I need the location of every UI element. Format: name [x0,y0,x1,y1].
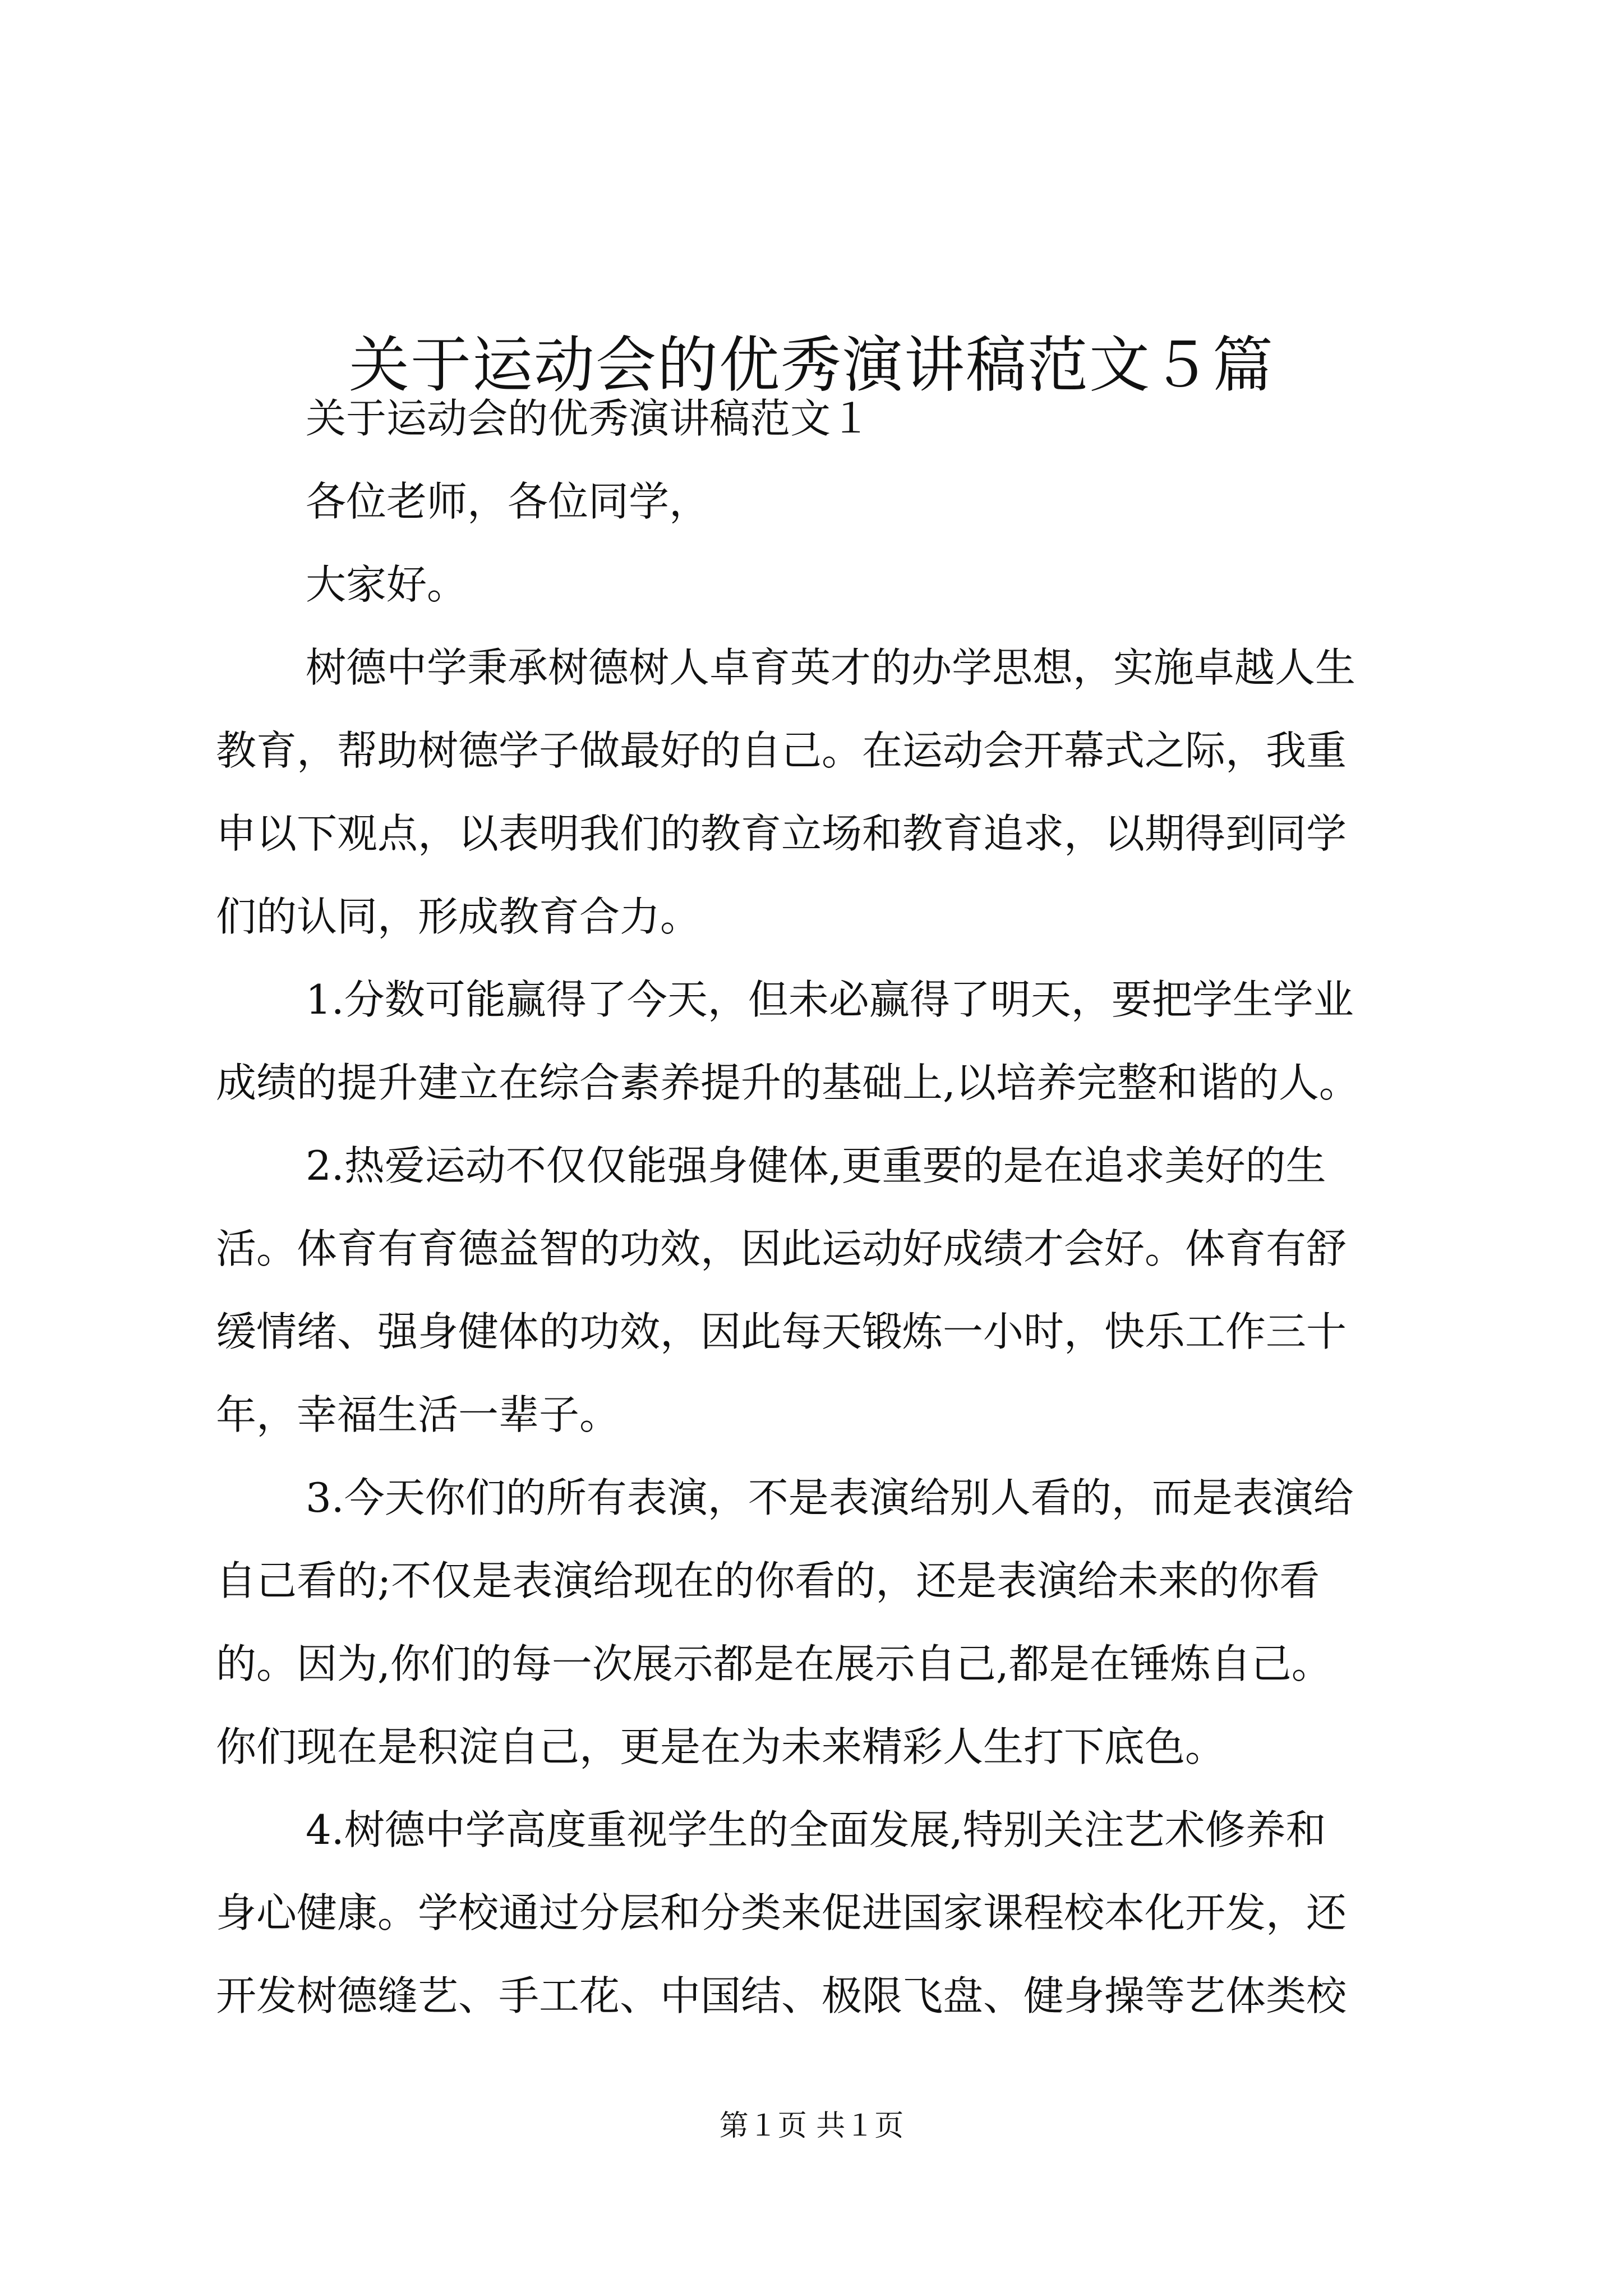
body-line: 各位老师，各位同学， [306,478,710,525]
body-line: 的。因为,你们的每一次展示都是在展示自己,都是在锤炼自己。 [216,1640,1332,1687]
body-line: 1.分数可能赢得了今天，但未必赢得了明天，要把学生学业 [306,976,1354,1023]
body-line: 大家好。 [306,561,468,608]
body-line: 4.树德中学高度重视学生的全面发展,特别关注艺术修养和 [306,1806,1326,1853]
body-line: 树德中学秉承树德树人卓育英才的办学思想，实施卓越人生 [306,644,1356,691]
document-body [216,377,1416,2037]
body-line: 申以下观点，以表明我们的教育立场和教育追求，以期得到同学 [216,810,1347,857]
body-line: 自己看的;不仅是表演给现在的你看的，还是表演给未来的你看 [216,1557,1320,1604]
body-line: 成绩的提升建立在综合素养提升的基础上,以培养完整和谐的人。 [216,1059,1359,1106]
body-line: 你们现在是积淀自己，更是在为未来精彩人生打下底色。 [216,1723,1226,1770]
body-line: 3.今天你们的所有表演，不是表演给别人看的，而是表演给 [306,1474,1354,1521]
document-title: 关于运动会的优秀演讲稿范文５篇 [348,330,1274,401]
body-line: 缓情绪、强身健体的功效，因此每天锻炼一小时，快乐工作三十 [216,1308,1347,1355]
body-line: 开发树德缝艺、手工花、中国结、极限飞盘、健身操等艺体类校 [216,1972,1347,2019]
body-line: 年，幸福生活一辈子。 [216,1391,620,1438]
body-line: 们的认同，形成教育合力。 [216,893,701,940]
body-line: 关于运动会的优秀演讲稿范文１ [306,395,872,442]
body-line: 活。体育有育德益智的功效，因此运动好成绩才会好。体育有舒 [216,1225,1347,1272]
page-footer: 第１页 共１页 [719,2109,904,2143]
body-line: 身心健康。学校通过分层和分类来促进国家课程校本化开发，还 [216,1889,1347,1936]
body-line: 2.热爱运动不仅仅能强身健体,更重要的是在追求美好的生 [306,1142,1326,1189]
body-line: 教育，帮助树德学子做最好的自己。在运动会开幕式之际，我重 [216,727,1347,774]
